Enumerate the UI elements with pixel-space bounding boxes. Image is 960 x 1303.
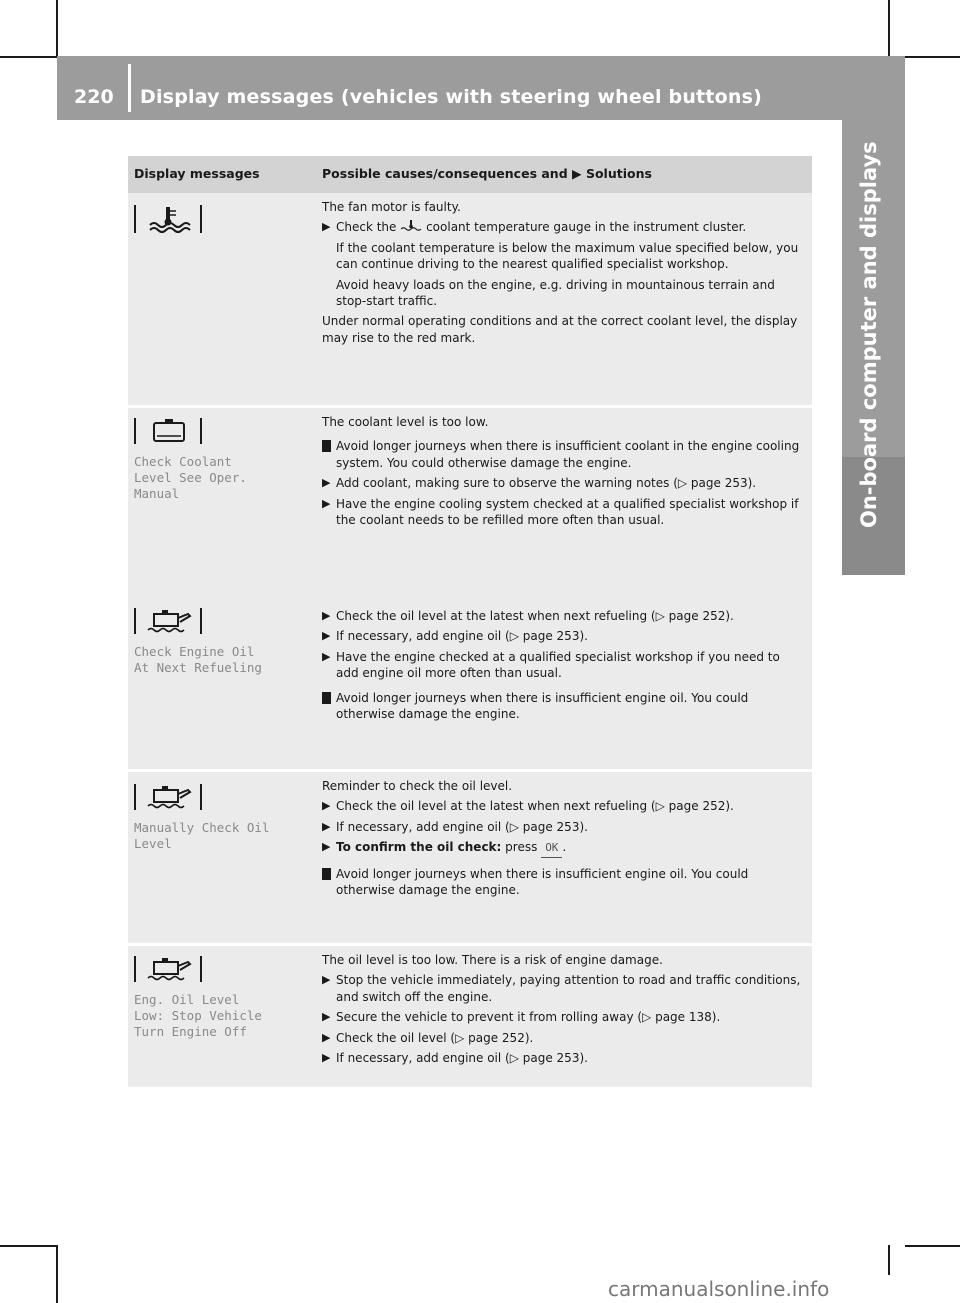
oil-can-icon: [134, 782, 269, 816]
display-message: Manually Check Oil Level: [134, 820, 270, 851]
solution-step: [322, 628, 802, 644]
table-row: [128, 946, 812, 1087]
solution-text: coolant temperature gauge in the instrument cluster.: [426, 220, 747, 235]
warning-icon: [322, 692, 331, 704]
ok-button-symbol: OK: [541, 840, 562, 857]
step-arrow-icon: ▶: [322, 476, 331, 490]
step-arrow-icon: ▶: [322, 629, 331, 643]
oil-can-icon: [134, 954, 262, 988]
solution-text: Stop the vehicle immediately, paying attention to road and traffic conditions, and switch off the engine.: [336, 973, 801, 1004]
solution-text: Check the oil level (▷ page 252).: [336, 1030, 534, 1045]
message-cell: [134, 416, 247, 502]
solution-text: Add coolant, making sure to observe the warning notes (▷ page 253).: [336, 476, 757, 491]
coolant-gauge-inline-icon: [400, 220, 426, 234]
message-cell: [134, 782, 269, 852]
table-row: [128, 594, 812, 769]
crop-mark: [0, 56, 57, 58]
warning-text: Avoid longer journeys when there is insufficient coolant in the engine cooling system. You could otherwise damage the engine.: [336, 439, 800, 470]
step-arrow-icon: ▶: [322, 220, 331, 234]
table-header: [128, 156, 812, 193]
solution-text: Check the: [336, 220, 397, 235]
solution-text-bold: To confirm the oil check:: [336, 840, 502, 855]
warning-text: Avoid longer journeys when there is insufficient engine oil. You could otherwise damage the engine.: [336, 866, 749, 898]
crop-mark: [905, 1245, 960, 1247]
oil-can-icon: [134, 606, 262, 640]
solution-step: [322, 1030, 802, 1046]
page-title: Display messages (vehicles with steering wheel buttons): [140, 86, 762, 108]
crop-mark: [56, 0, 58, 56]
side-tab-label: On-board computer and displays: [857, 141, 881, 528]
warning-text: Avoid longer journeys when there is insufficient engine oil. You could otherwise damage the engine.: [336, 690, 749, 722]
solution-text: Have the engine cooling system checked at a qualified specialist workshop if the coolant needs to be refilled more often than usual.: [336, 496, 799, 528]
display-message: Eng. Oil Level Low: Stop Vehicle Turn Engine Off: [134, 992, 262, 1039]
message-cell: [134, 606, 262, 676]
warning-note: [322, 438, 802, 471]
solution-text: Check the oil level at the latest when next refueling (▷ page 252).: [336, 609, 734, 623]
step-arrow-icon: ▶: [322, 840, 331, 854]
step-arrow-icon: ▶: [322, 649, 331, 663]
crop-mark: [888, 1245, 890, 1275]
solution-step: [322, 1009, 802, 1025]
solution-text: If necessary, add engine oil (▷ page 253).: [336, 629, 588, 644]
row-solutions: [322, 778, 802, 902]
watermark-url[interactable]: carmanualsonline.info: [608, 1277, 830, 1301]
step-arrow-icon: ▶: [322, 819, 331, 833]
message-cell: [134, 954, 262, 1040]
cause-text: The fan motor is faulty.: [322, 200, 461, 214]
table-row: [128, 772, 812, 943]
cause-text: Under normal operating conditions and at the correct coolant level, the display may rise to the red mark.: [322, 314, 798, 345]
solution-text: Have the engine checked at a qualified specialist workshop if you need to add engine oil more often than usual.: [336, 649, 780, 681]
solution-step: [322, 219, 802, 235]
step-arrow-icon: ▶: [322, 1010, 331, 1024]
row-solutions: [322, 414, 802, 532]
warning-note: [322, 690, 802, 723]
solution-step: [322, 972, 802, 1005]
cause-text: Reminder to check the oil level.: [322, 779, 513, 793]
row-solutions: [322, 199, 802, 350]
column-header-causes-solutions: Possible causes/consequences and ▶ Solutions: [322, 166, 652, 181]
solution-step: ▶ To confirm the oil check: press OK .: [322, 839, 802, 857]
warning-icon: [322, 440, 331, 452]
note-text: Avoid heavy loads on the engine, e.g. driving in mountainous terrain and stop-start traffic.: [336, 277, 775, 309]
solution-text: press: [505, 840, 538, 855]
cause-text: The coolant level is too low.: [322, 415, 489, 429]
warning-note: [322, 866, 802, 899]
crop-mark: [56, 1245, 58, 1303]
solution-step: [322, 649, 802, 682]
solution-step: [322, 496, 802, 529]
step-arrow-icon: ▶: [322, 799, 331, 813]
solution-text: Check the oil level at the latest when next refueling (▷ page 252).: [336, 799, 734, 814]
step-arrow-icon: ▶: [322, 609, 331, 622]
step-arrow-icon: ▶: [322, 1030, 331, 1044]
step-arrow-icon: ▶: [322, 496, 331, 510]
column-header-display-messages: Display messages: [134, 166, 260, 181]
solution-step: [322, 798, 802, 814]
solution-step: [322, 1050, 802, 1066]
coolant-level-icon: [134, 416, 247, 450]
header-divider: [128, 64, 131, 112]
solution-step: [322, 819, 802, 835]
crop-mark: [888, 0, 890, 56]
table-row: [128, 193, 812, 405]
crop-mark: [905, 56, 960, 58]
page-number: 220: [74, 86, 114, 108]
solution-text: Secure the vehicle to prevent it from rolling away (▷ page 138).: [336, 1010, 721, 1025]
note-text: If the coolant temperature is below the maximum value specified below, you can continue driving to the nearest qualified specialist workshop.: [336, 240, 799, 272]
table-row: [128, 408, 812, 594]
row-solutions: [322, 952, 802, 1070]
solution-step: [322, 608, 802, 624]
solution-step: [322, 475, 802, 491]
row-solutions: [322, 608, 802, 726]
step-arrow-icon: ▶: [322, 973, 331, 987]
solution-text: If necessary, add engine oil (▷ page 253).: [336, 819, 588, 834]
cause-text: The oil level is too low. There is a risk of engine damage.: [322, 953, 663, 967]
step-arrow-icon: ▶: [322, 1051, 331, 1065]
display-messages-table: [128, 156, 812, 1087]
crop-mark: [0, 1245, 57, 1247]
display-message: Check Engine Oil At Next Refueling: [134, 644, 262, 675]
display-message: Check Coolant Level See Oper. Manual: [134, 454, 247, 501]
solution-text: If necessary, add engine oil (▷ page 253).: [336, 1051, 588, 1066]
warning-icon: [322, 868, 331, 880]
coolant-temperature-icon: [134, 203, 202, 239]
